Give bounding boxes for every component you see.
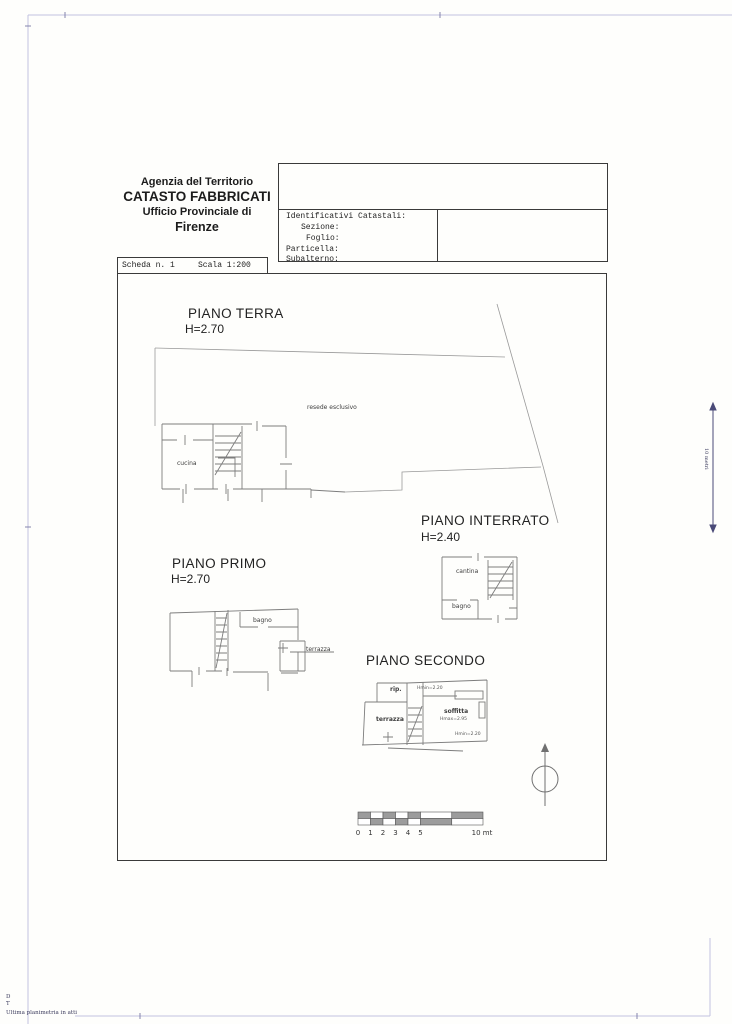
bottom-note-1: D [6, 994, 11, 1000]
hmax-label: Hmax=2.95 [440, 717, 467, 722]
terrazza-secondo-label: terrazza [376, 716, 404, 723]
scale-tick-4: 4 [405, 829, 411, 837]
office-city: Firenze [175, 220, 219, 234]
ten-meter-measure-line [710, 403, 716, 532]
scale-end-label: 10 mt [471, 829, 493, 837]
hmin-bottom-label: Hmin=2.20 [455, 732, 481, 737]
piano-primo-title: PIANO PRIMO [172, 556, 267, 571]
cucina-label: cucina [177, 460, 197, 467]
bagno-interrato-label: bagno [452, 603, 471, 610]
north-arrow-icon [532, 743, 558, 806]
ultima-planimetria-note: Ultima planimetria in atti [6, 1010, 78, 1016]
scale-tick-5: 5 [418, 829, 423, 837]
piano-terra-height: H=2.70 [185, 322, 225, 336]
piano-terra-title: PIANO TERRA [188, 306, 284, 321]
piano-interrato-height: H=2.40 [421, 530, 461, 544]
scala-value: Scala 1:200 [198, 261, 251, 270]
cantina-label: cantina [456, 568, 479, 575]
scale-bar [358, 812, 483, 825]
identificativi-title: Identificativi Catastali: [286, 212, 407, 221]
office-line: Ufficio Provinciale di [142, 206, 252, 218]
catasto-title: CATASTO FABBRICATI [123, 189, 271, 204]
soffitta-label: soffitta [444, 708, 469, 715]
piano-primo-height: H=2.70 [171, 572, 211, 586]
scale-tick-0: 0 [355, 829, 361, 837]
field-particella: Particella: [286, 245, 339, 254]
field-sezione: Sezione: [301, 223, 340, 232]
piano-secondo-title: PIANO SECONDO [366, 653, 486, 668]
scale-tick-3: 3 [393, 829, 398, 837]
resede-esclusivo-label: resede esclusivo [307, 404, 357, 411]
agency-name: Agenzia del Territorio [140, 176, 254, 188]
parcel-boundary-lines [155, 304, 558, 523]
bottom-note-2: T [6, 1001, 10, 1007]
form-borders [118, 164, 608, 861]
field-foglio: Foglio: [306, 234, 340, 243]
terrazza-primo-label: terrazza [306, 646, 331, 653]
piano-interrato-plan [442, 553, 517, 623]
field-subalterno: Subalterno: [286, 255, 339, 264]
scheda-number: Scheda n. 1 [122, 261, 175, 270]
scale-tick-1: 1 [368, 829, 373, 837]
ten-meter-note: 10 metri [703, 448, 709, 470]
scale-tick-2: 2 [380, 829, 386, 837]
hmin-top-label: Hmin=2.20 [417, 686, 443, 691]
ripostiglio-label: rip. [390, 686, 402, 693]
piano-interrato-title: PIANO INTERRATO [421, 513, 550, 528]
bagno-primo-label: bagno [253, 617, 272, 624]
margin-guides [28, 15, 732, 1024]
